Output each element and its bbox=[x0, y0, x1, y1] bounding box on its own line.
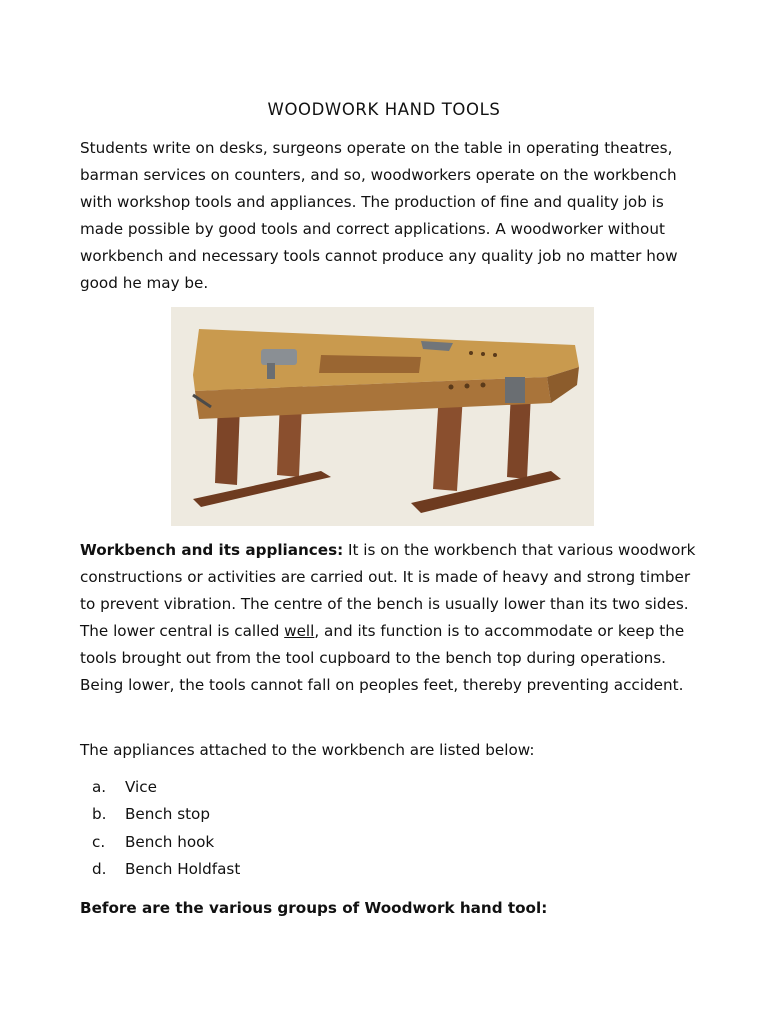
workbench-paragraph bbox=[80, 537, 700, 699]
appliances-list bbox=[92, 774, 240, 883]
workbench-drawing bbox=[171, 307, 594, 526]
workbench-text-1: It is on the workbench that various woodwork constructions or activities are carried out. It is made of heavy and strong timber to prevent vibration. The centre of the bench is usually lower than its two sides. The lower central is called bbox=[80, 541, 696, 640]
well-term: well bbox=[284, 622, 315, 640]
bench-foot-left bbox=[193, 471, 331, 507]
bench-well bbox=[319, 355, 421, 373]
appliances-intro: The appliances attached to the workbench are listed below: bbox=[80, 741, 535, 759]
workbench-heading: Workbench and its appliances: bbox=[80, 541, 344, 559]
workbench-text-2: , and its function is to accommodate or keep the tools brought out from the tool cupboard to the bench top during operations. Being lower, the tools cannot fall on peoples feet, thereby preventing accident. bbox=[80, 622, 685, 694]
page-title: WOODWORK HAND TOOLS bbox=[267, 100, 501, 119]
workbench-illustration bbox=[171, 307, 594, 526]
list-item: d. Bench Holdfast bbox=[92, 859, 241, 878]
closing-heading: Before are the various groups of Woodwork hand tool: bbox=[80, 899, 548, 917]
intro-paragraph: Students write on desks, surgeons operate on the table in operating theatres, barman services on counters, and so, woodworkers operate on the workbench with workshop tools and appliances. The production of fine and quality job is made possible by good tools and correct applications. A woodworker without workbench and necessary tools cannot produce any quality job no matter how good he may be. bbox=[80, 139, 678, 292]
bench-foot-right bbox=[411, 471, 561, 513]
list-item: b. Bench stop bbox=[92, 805, 210, 824]
vice-icon bbox=[261, 349, 297, 365]
list-item: a. Vice bbox=[92, 778, 157, 796]
bench-clamp-icon bbox=[505, 377, 525, 403]
list-item: c. Bench hook bbox=[92, 832, 215, 851]
